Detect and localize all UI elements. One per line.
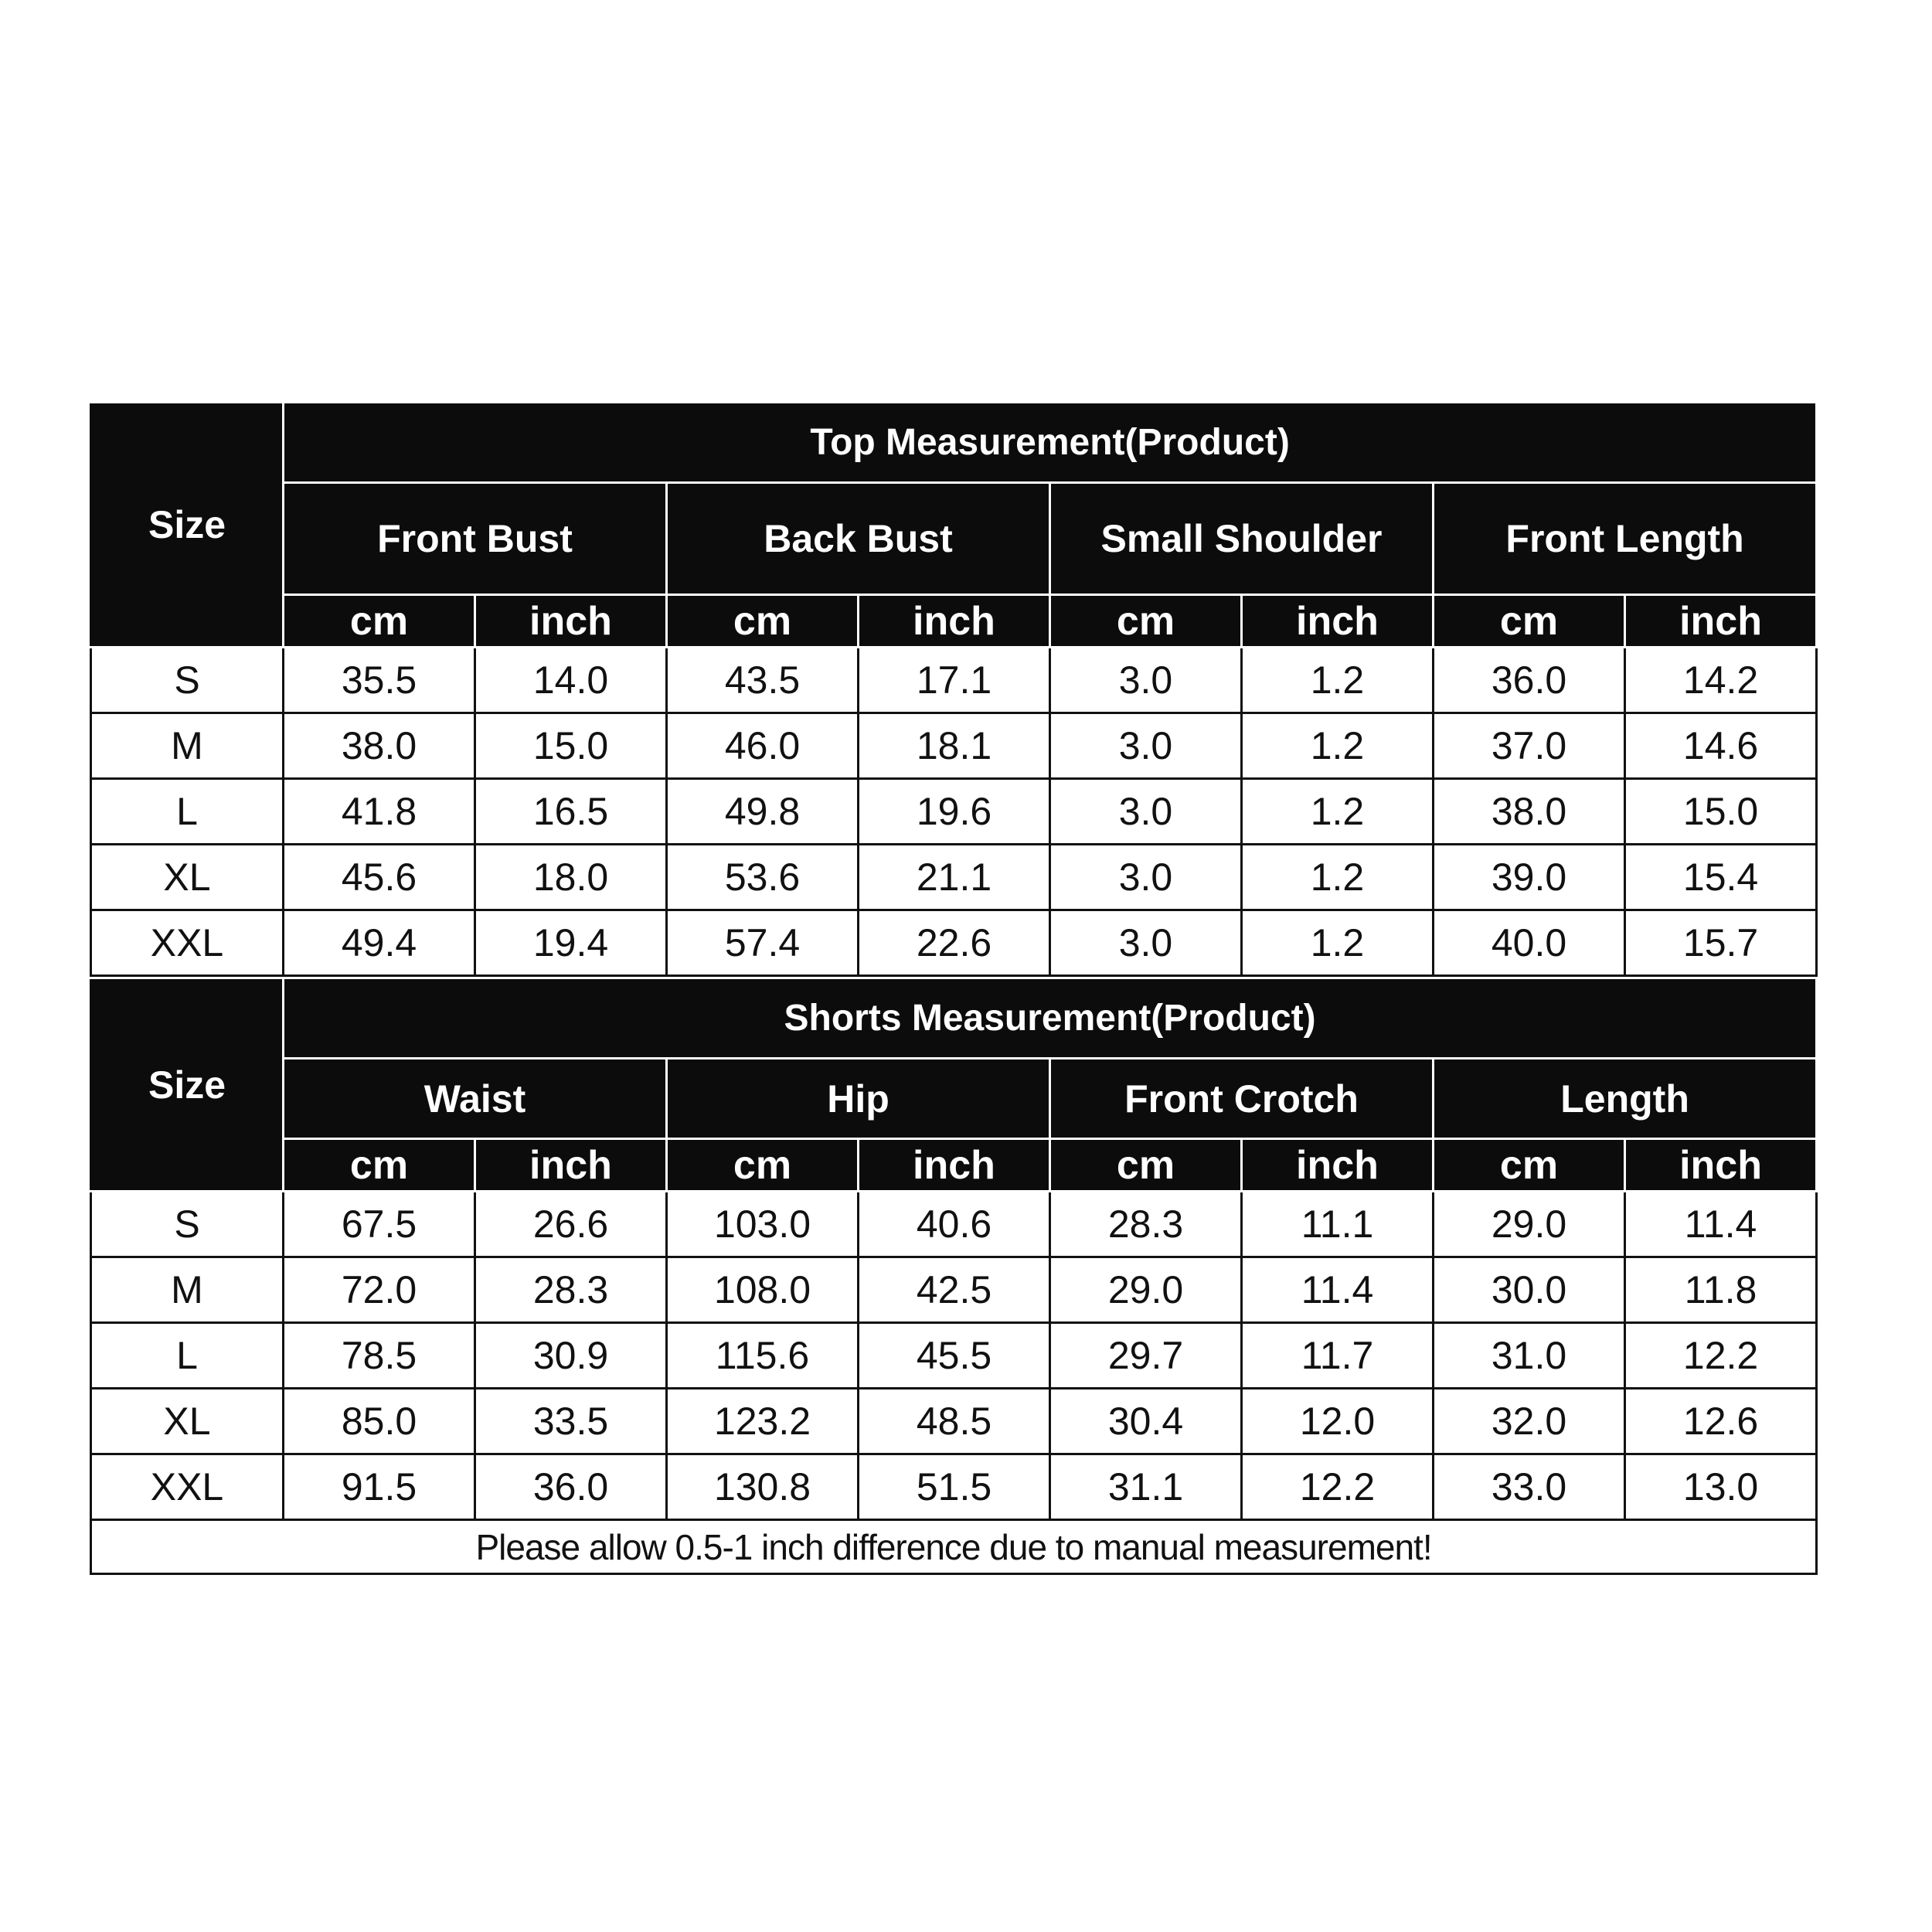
size-chart [90, 401, 1815, 1575]
size-cell: M [91, 1257, 284, 1323]
value-cell: 78.5 [284, 1323, 475, 1389]
table-row [91, 1389, 1817, 1454]
value-cell: 36.0 [475, 1454, 667, 1520]
table-row [91, 845, 1817, 910]
value-cell: 13.0 [1625, 1454, 1817, 1520]
value-cell: 11.7 [1242, 1323, 1434, 1389]
value-cell: 51.5 [859, 1454, 1050, 1520]
value-cell: 17.1 [859, 648, 1050, 713]
value-cell: 33.5 [475, 1389, 667, 1454]
value-cell: 45.5 [859, 1323, 1050, 1389]
value-cell: 53.6 [667, 845, 859, 910]
value-cell: 14.2 [1625, 648, 1817, 713]
column-group-header: Small Shoulder [1050, 483, 1434, 595]
unit-header: inch [1242, 595, 1434, 648]
value-cell: 115.6 [667, 1323, 859, 1389]
unit-header: inch [1625, 1139, 1817, 1192]
table-row [91, 713, 1817, 779]
value-cell: 29.0 [1050, 1257, 1242, 1323]
value-cell: 15.4 [1625, 845, 1817, 910]
unit-header: cm [1434, 1139, 1625, 1192]
value-cell: 38.0 [284, 713, 475, 779]
value-cell: 91.5 [284, 1454, 475, 1520]
unit-header: cm [1050, 595, 1242, 648]
value-cell: 28.3 [1050, 1192, 1242, 1257]
value-cell: 46.0 [667, 713, 859, 779]
value-cell: 130.8 [667, 1454, 859, 1520]
value-cell: 15.0 [1625, 779, 1817, 845]
size-cell: M [91, 713, 284, 779]
size-cell: XXL [91, 910, 284, 976]
unit-header: cm [667, 1139, 859, 1192]
column-group-header: Front Crotch [1050, 1059, 1434, 1139]
size-cell: S [91, 648, 284, 713]
value-cell: 11.8 [1625, 1257, 1817, 1323]
value-cell: 14.6 [1625, 713, 1817, 779]
value-cell: 12.2 [1242, 1454, 1434, 1520]
unit-header: inch [1625, 595, 1817, 648]
value-cell: 1.2 [1242, 910, 1434, 976]
value-cell: 12.0 [1242, 1389, 1434, 1454]
unit-header: cm [1434, 595, 1625, 648]
value-cell: 40.0 [1434, 910, 1625, 976]
value-cell: 41.8 [284, 779, 475, 845]
value-cell: 14.0 [475, 648, 667, 713]
value-cell: 1.2 [1242, 648, 1434, 713]
value-cell: 40.6 [859, 1192, 1050, 1257]
shorts-measurement-table [90, 977, 1818, 1575]
table-row [91, 1454, 1817, 1520]
value-cell: 26.6 [475, 1192, 667, 1257]
value-cell: 1.2 [1242, 713, 1434, 779]
value-cell: 16.5 [475, 779, 667, 845]
value-cell: 123.2 [667, 1389, 859, 1454]
table-row [91, 648, 1817, 713]
column-group-header: Back Bust [667, 483, 1050, 595]
value-cell: 103.0 [667, 1192, 859, 1257]
value-cell: 1.2 [1242, 845, 1434, 910]
value-cell: 49.8 [667, 779, 859, 845]
unit-header: inch [475, 595, 667, 648]
unit-header: inch [859, 595, 1050, 648]
value-cell: 19.6 [859, 779, 1050, 845]
value-cell: 11.4 [1242, 1257, 1434, 1323]
size-cell: XL [91, 845, 284, 910]
value-cell: 67.5 [284, 1192, 475, 1257]
unit-header: cm [667, 595, 859, 648]
table-row [91, 910, 1817, 976]
table-title: Top Measurement(Product) [284, 403, 1817, 483]
value-cell: 37.0 [1434, 713, 1625, 779]
value-cell: 48.5 [859, 1389, 1050, 1454]
value-cell: 18.0 [475, 845, 667, 910]
table-title: Shorts Measurement(Product) [284, 978, 1817, 1059]
value-cell: 36.0 [1434, 648, 1625, 713]
unit-header: inch [859, 1139, 1050, 1192]
value-cell: 72.0 [284, 1257, 475, 1323]
value-cell: 31.0 [1434, 1323, 1625, 1389]
unit-header: inch [1242, 1139, 1434, 1192]
value-cell: 30.9 [475, 1323, 667, 1389]
value-cell: 3.0 [1050, 910, 1242, 976]
value-cell: 39.0 [1434, 845, 1625, 910]
unit-header: cm [284, 1139, 475, 1192]
value-cell: 33.0 [1434, 1454, 1625, 1520]
unit-header: cm [1050, 1139, 1242, 1192]
table-row [91, 1257, 1817, 1323]
measurement-note: Please allow 0.5-1 inch difference due to manual measurement! [91, 1520, 1817, 1574]
value-cell: 32.0 [1434, 1389, 1625, 1454]
column-group-header: Length [1434, 1059, 1817, 1139]
value-cell: 85.0 [284, 1389, 475, 1454]
size-header: Size [91, 978, 284, 1192]
value-cell: 22.6 [859, 910, 1050, 976]
size-header: Size [91, 403, 284, 648]
value-cell: 57.4 [667, 910, 859, 976]
value-cell: 3.0 [1050, 713, 1242, 779]
column-group-header: Front Length [1434, 483, 1817, 595]
value-cell: 28.3 [475, 1257, 667, 1323]
size-cell: S [91, 1192, 284, 1257]
value-cell: 3.0 [1050, 779, 1242, 845]
value-cell: 30.0 [1434, 1257, 1625, 1323]
value-cell: 45.6 [284, 845, 475, 910]
size-cell: XXL [91, 1454, 284, 1520]
value-cell: 11.1 [1242, 1192, 1434, 1257]
value-cell: 18.1 [859, 713, 1050, 779]
table-row [91, 779, 1817, 845]
value-cell: 3.0 [1050, 845, 1242, 910]
value-cell: 15.0 [475, 713, 667, 779]
size-cell: XL [91, 1389, 284, 1454]
value-cell: 3.0 [1050, 648, 1242, 713]
value-cell: 43.5 [667, 648, 859, 713]
value-cell: 30.4 [1050, 1389, 1242, 1454]
top-measurement-table [90, 401, 1818, 977]
value-cell: 21.1 [859, 845, 1050, 910]
column-group-header: Front Bust [284, 483, 667, 595]
value-cell: 11.4 [1625, 1192, 1817, 1257]
value-cell: 108.0 [667, 1257, 859, 1323]
value-cell: 42.5 [859, 1257, 1050, 1323]
value-cell: 49.4 [284, 910, 475, 976]
value-cell: 19.4 [475, 910, 667, 976]
value-cell: 12.2 [1625, 1323, 1817, 1389]
value-cell: 29.7 [1050, 1323, 1242, 1389]
value-cell: 12.6 [1625, 1389, 1817, 1454]
size-cell: L [91, 779, 284, 845]
column-group-header: Hip [667, 1059, 1050, 1139]
size-cell: L [91, 1323, 284, 1389]
table-row [91, 1323, 1817, 1389]
unit-header: cm [284, 595, 475, 648]
value-cell: 35.5 [284, 648, 475, 713]
value-cell: 15.7 [1625, 910, 1817, 976]
table-row [91, 1192, 1817, 1257]
value-cell: 38.0 [1434, 779, 1625, 845]
column-group-header: Waist [284, 1059, 667, 1139]
unit-header: inch [475, 1139, 667, 1192]
value-cell: 29.0 [1434, 1192, 1625, 1257]
value-cell: 31.1 [1050, 1454, 1242, 1520]
value-cell: 1.2 [1242, 779, 1434, 845]
